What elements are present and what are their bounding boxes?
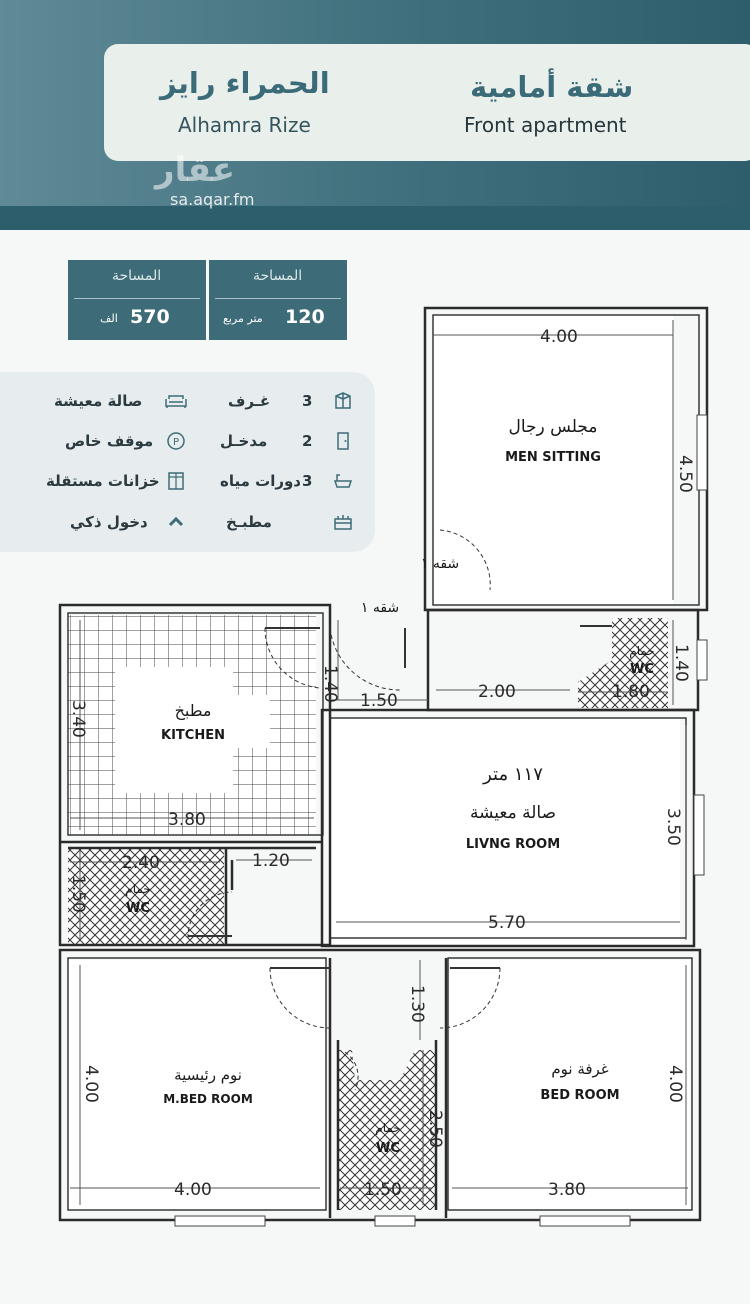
dim-wc2-height: 1.50 bbox=[68, 875, 88, 913]
area-unit: متر مربع bbox=[223, 312, 263, 325]
bed-floor bbox=[450, 960, 690, 1210]
apartment-label-2: شقه ١ bbox=[360, 600, 400, 616]
area-value: 120 bbox=[285, 306, 325, 328]
unit-type-ar: شقة أمامية bbox=[470, 70, 634, 104]
wc3-label-en: WC bbox=[376, 1141, 400, 1156]
dim-living-height: 3.50 bbox=[663, 808, 683, 846]
living-room-feature: صالة معيشة bbox=[54, 392, 143, 410]
apartment-label-1: شقه ١ bbox=[420, 556, 460, 572]
master-bed-floor bbox=[68, 960, 326, 1210]
entrances-label: مدخـل bbox=[220, 432, 268, 450]
dim-kitchen-width: 3.80 bbox=[168, 810, 206, 830]
dim-corridor-width: 1.50 bbox=[360, 691, 398, 711]
area-box-label: المساحة bbox=[253, 268, 303, 284]
bed-label-ar: غرفة نوم bbox=[551, 1060, 609, 1078]
bathrooms-count: 3 bbox=[302, 472, 313, 490]
bed-label-en: BED ROOM bbox=[540, 1088, 620, 1103]
price-box-label: المساحة bbox=[112, 268, 162, 284]
living-label-ar: صالة معيشة bbox=[469, 803, 557, 823]
living-area-label: ١١٧ متر bbox=[483, 764, 543, 785]
kitchen-label: مطبـخ bbox=[226, 513, 272, 531]
smart-entry-feature: دخول ذكي bbox=[70, 513, 148, 531]
watermark-logo: عقار bbox=[155, 150, 236, 190]
dim-hall-width: 2.00 bbox=[478, 682, 516, 702]
wc2-label-en: WC bbox=[126, 901, 150, 916]
dim-master-bed-height: 4.00 bbox=[81, 1065, 101, 1103]
parking-feature: موقف خاص bbox=[65, 432, 154, 450]
price-value: 570 bbox=[130, 306, 170, 328]
kitchen-label-ar: مطبخ bbox=[174, 701, 212, 720]
bathrooms-label: دورات مياه bbox=[220, 472, 301, 490]
project-name-en: Alhamra Rize bbox=[178, 113, 311, 137]
dim-hall2-height: 1.30 bbox=[407, 985, 427, 1023]
kitchen-label-en: KITCHEN bbox=[161, 728, 225, 743]
rooms-count: 3 bbox=[302, 392, 313, 410]
project-name-ar: الحمراء رايز bbox=[160, 66, 330, 100]
dim-men-width: 4.00 bbox=[540, 327, 578, 347]
dim-bed-height: 4.00 bbox=[665, 1065, 685, 1103]
master-bed-label-ar: نوم رئيسية bbox=[174, 1066, 242, 1084]
men-sitting-label-ar: مجلس رجال bbox=[508, 417, 598, 437]
dim-wc3-height: 2.50 bbox=[425, 1110, 445, 1148]
wc1-label-ar: حمام bbox=[629, 644, 655, 658]
men-sitting-label-en: MEN SITTING bbox=[505, 450, 601, 465]
unit-type-en: Front apartment bbox=[464, 113, 627, 137]
living-label-en: LIVNG ROOM bbox=[465, 837, 561, 852]
dim-kitchen-height: 3.40 bbox=[68, 700, 88, 738]
dim-corridor-height: 1.40 bbox=[320, 665, 340, 703]
price-unit: الف bbox=[100, 312, 118, 325]
dim-wc1-width: 1.80 bbox=[612, 682, 650, 702]
dim-wc1-height: 1.40 bbox=[671, 644, 691, 682]
svg-text:P: P bbox=[172, 437, 180, 448]
dim-wc3-width: 1.50 bbox=[364, 1180, 402, 1200]
dim-living-width: 5.70 bbox=[488, 913, 526, 933]
cabinets-feature: خزانات مستقلة bbox=[46, 472, 160, 490]
rooms-label: غـرف bbox=[228, 392, 271, 410]
master-bed-label-en: M.BED ROOM bbox=[163, 1092, 253, 1106]
dim-wc2-width-2: 1.20 bbox=[252, 851, 290, 871]
dim-master-bed-width: 4.00 bbox=[174, 1180, 212, 1200]
watermark-url: sa.aqar.fm bbox=[170, 190, 255, 209]
wc1-label-en: WC bbox=[630, 662, 654, 677]
living-floor bbox=[328, 718, 680, 946]
entrances-count: 2 bbox=[302, 432, 313, 450]
wc3-label-ar: حمام bbox=[375, 1121, 401, 1135]
dim-bed-width: 3.80 bbox=[548, 1180, 586, 1200]
dim-men-height: 4.50 bbox=[675, 455, 695, 493]
dim-wc2-width: 2.40 bbox=[122, 853, 160, 873]
wc2-label-ar: حمام bbox=[125, 882, 151, 896]
